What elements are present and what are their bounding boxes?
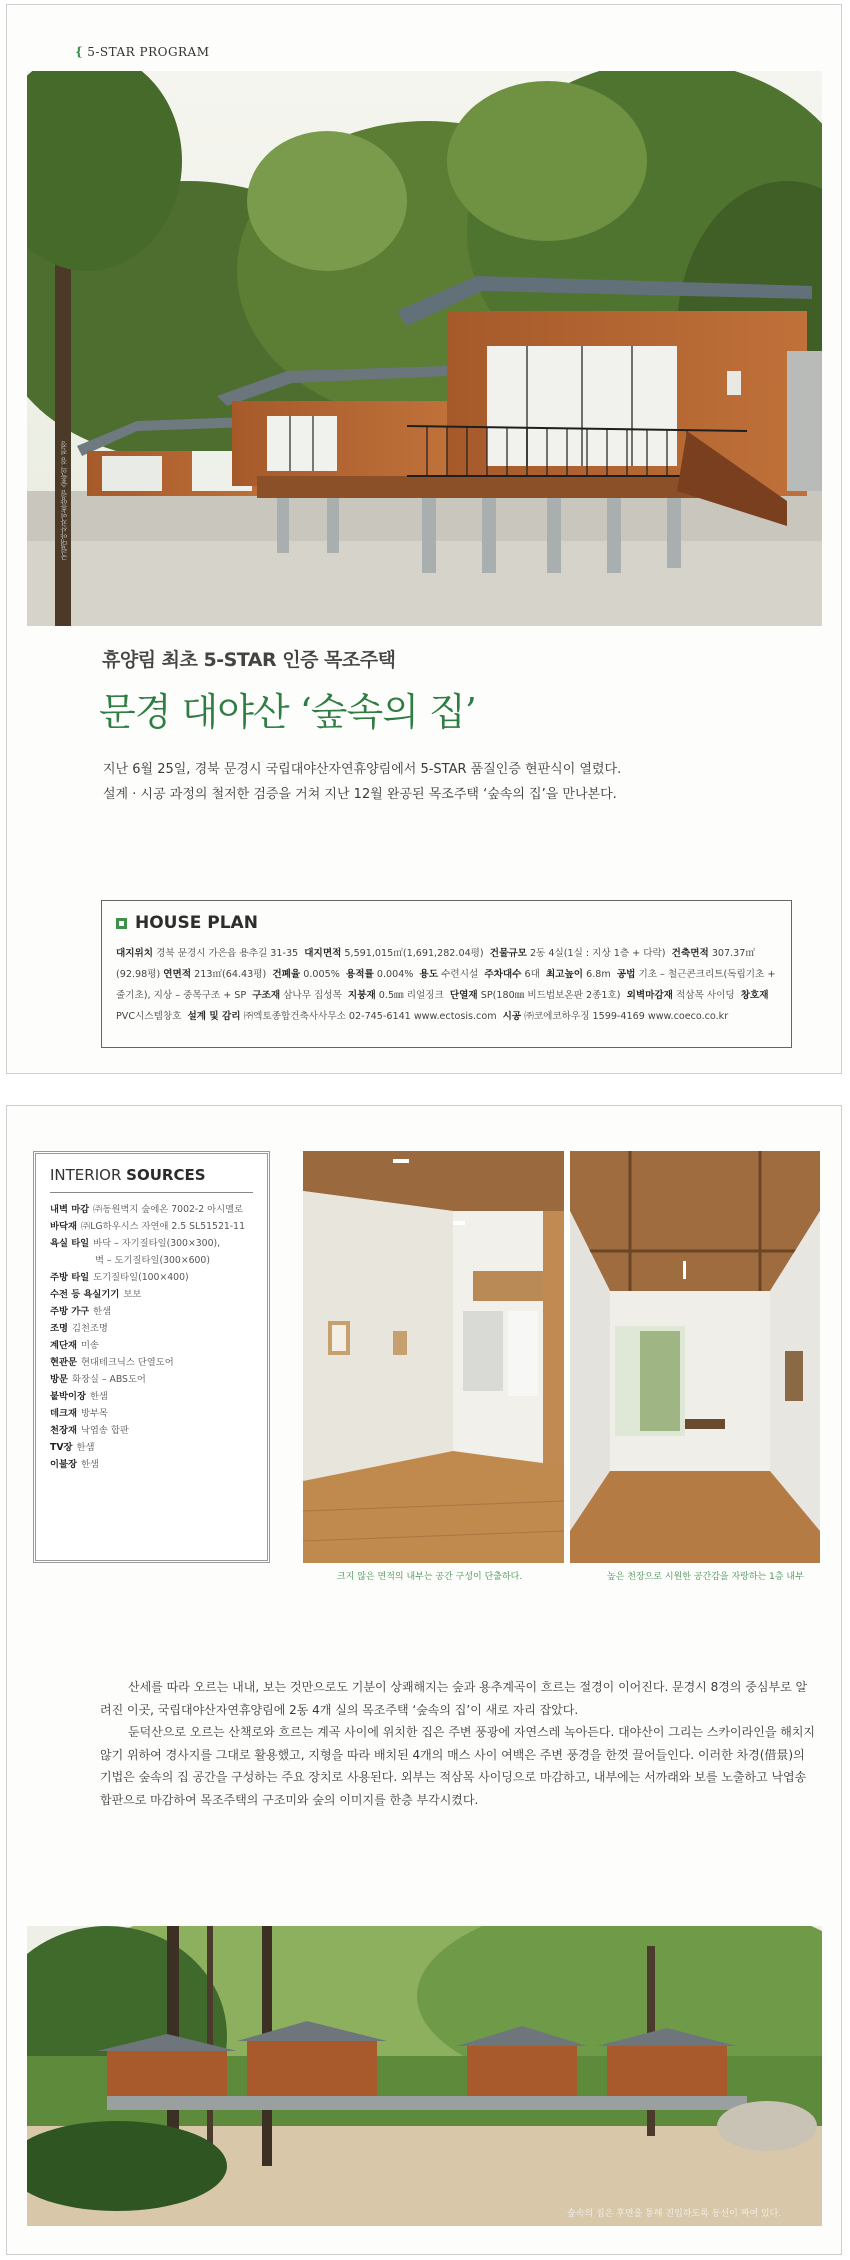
source-item (50, 1337, 253, 1354)
spec-key: 최고높이 (545, 969, 584, 980)
source-key: 주방 타일 (50, 1272, 90, 1283)
spec-key: 건축면적 (671, 948, 709, 959)
magazine-page-1 (6, 4, 842, 1074)
source-value: 도기질타일(100×400) (93, 1272, 189, 1283)
source-item (50, 1371, 253, 1388)
caption-bottom: 숲속의 집은 후면을 통해 진입하도록 동선이 짜여 있다. (567, 2209, 782, 2219)
square-bullet-icon (116, 918, 127, 929)
source-item (50, 1422, 253, 1439)
source-key: TV장 (50, 1442, 73, 1453)
source-item (50, 1354, 253, 1371)
source-value: 보보 (123, 1289, 142, 1300)
spec-value: 6.8m (586, 969, 611, 980)
source-item (50, 1405, 253, 1422)
spec-value: ㈜코에코하우징 1599-4169 www.coeco.co.kr (524, 1011, 729, 1022)
house-plan-specs (116, 943, 777, 1027)
spec-key: 건물규모 (489, 948, 527, 959)
spec-value: SP(180㎜ 비드법보온판 2종1호) (480, 990, 621, 1001)
source-key: 조명 (50, 1323, 68, 1334)
spec-key: 단열재 (449, 990, 478, 1001)
intro-text (103, 757, 803, 807)
source-key: 욕실 타일 (50, 1238, 90, 1249)
source-value: 한샘 (76, 1442, 95, 1453)
source-value: 화장실 – ABS도어 (71, 1374, 146, 1385)
source-value: 현대테크닉스 단열도어 (80, 1357, 174, 1368)
source-key: 현관문 (50, 1357, 77, 1368)
source-key: 주방 가구 (50, 1306, 90, 1317)
sources-title-b: SOURCES (126, 1166, 206, 1184)
spec-key: 구조재 (252, 990, 281, 1001)
interior-photo-kitchen (303, 1151, 564, 1563)
caption-right: 높은 천장으로 시원한 공간감을 자랑하는 1층 내부 (607, 1572, 804, 1582)
photo-credit: 국립대야산자연휴양림 숲속의 집 전경 (60, 441, 68, 560)
spec-key: 공법 (616, 969, 636, 980)
spec-value: 6대 (524, 969, 540, 980)
source-key: 수전 등 욕실기기 (50, 1289, 120, 1300)
spec-key: 대지위치 (116, 948, 154, 959)
source-item (50, 1269, 253, 1286)
intro-line: 지난 6월 25일, 경북 문경시 국립대야산자연휴양림에서 5-STAR 품질인증 현판식이 열렸다. (103, 762, 622, 777)
source-key: 이불장 (50, 1459, 77, 1470)
spec-value: 수련시설 (441, 969, 479, 980)
source-item (50, 1201, 253, 1218)
spec-value: 2동 4실(1실 : 지상 1층 + 다락) (529, 948, 666, 959)
divider (50, 1192, 253, 1193)
source-item (50, 1235, 253, 1252)
spec-key: 지붕재 (347, 990, 376, 1001)
spec-value: 기초 – 철근콘크리트(독립기초 + 줄기초), 지상 – 중목구조 + SP (116, 969, 776, 1001)
house-plan-heading (116, 913, 777, 933)
source-key: 천장재 (50, 1425, 77, 1436)
spec-key: 용적률 (345, 969, 374, 980)
source-key: 붙박이장 (50, 1391, 86, 1402)
landscape-photo (27, 1926, 822, 2226)
article-subtitle: 휴양림 최초 5-STAR 인증 목조주택 (102, 649, 396, 671)
house-plan-title: HOUSE PLAN (135, 913, 258, 933)
spec-key: 외벽마감재 (626, 990, 673, 1001)
source-value: 한샘 (89, 1391, 108, 1402)
spec-value: 307.37㎡(92.98평) (116, 948, 755, 980)
source-value: 김천조명 (71, 1323, 108, 1334)
source-value: 낙엽송 합판 (80, 1425, 129, 1436)
interior-sources-title (50, 1166, 253, 1184)
article-body (100, 1676, 818, 1811)
source-item (50, 1303, 253, 1320)
source-item (50, 1218, 253, 1235)
spec-key: 설계 및 감리 (187, 1011, 241, 1022)
intro-line: 설계 · 시공 과정의 철저한 검증을 거쳐 지난 12월 완공된 목조주택 ‘숲속의 집’을 만나본다. (103, 787, 617, 802)
spec-value: 삼나무 집성목 (283, 990, 342, 1001)
source-item (50, 1388, 253, 1405)
spec-key: 대지면적 (304, 948, 342, 959)
source-value: 한샘 (80, 1459, 99, 1470)
caption-left: 크지 않은 면적의 내부는 공간 구성이 단출하다. (337, 1572, 523, 1582)
house-plan-box (101, 900, 792, 1048)
exterior-photo (27, 71, 822, 626)
source-key: 계단재 (50, 1340, 77, 1351)
source-value: 방부목 (80, 1408, 108, 1419)
spec-value: 0.5㎜ 리얼징크 (378, 990, 444, 1001)
spec-value: ㈜엑토종합건축사사무소 02-745-6141 www.ectosis.com (243, 1011, 497, 1022)
spec-value: 0.004% (376, 969, 414, 980)
source-item (50, 1320, 253, 1337)
sources-title-a: INTERIOR (50, 1166, 122, 1184)
spec-value: 0.005% (303, 969, 340, 980)
source-item-continued (50, 1252, 253, 1269)
body-paragraph: 산세를 따라 오르는 내내, 보는 것만으로도 기분이 상쾌해지는 숲과 용추계곡이 흐르는 절경이 이어진다. 문경시 8경의 중심부로 알려진 이곳, 국립대야산자연휴양림에 2동 4개 실의 목조주택 ‘숲속의 집’이 새로 자리 잡았다. (100, 1680, 808, 1717)
spec-value: PVC시스템창호 (116, 1011, 182, 1022)
interior-photo-living (570, 1151, 820, 1563)
spec-value: 적삼목 사이딩 (676, 990, 735, 1001)
source-item (50, 1456, 253, 1473)
section-label-text: 5-STAR PROGRAM (87, 45, 210, 59)
source-item (50, 1286, 253, 1303)
spec-key: 창호재 (740, 990, 769, 1001)
source-key: 데크재 (50, 1408, 77, 1419)
spec-key: 용도 (419, 969, 439, 980)
article-title: 문경 대야산 ‘숲속의 집’ (99, 690, 476, 734)
source-key: 방문 (50, 1374, 68, 1385)
source-value: 바닥 – 자기질타일(300×300), (93, 1238, 221, 1249)
section-label (75, 45, 210, 59)
spec-key: 연면적 (163, 969, 192, 980)
source-item (50, 1439, 253, 1456)
spec-key: 건폐율 (272, 969, 301, 980)
source-value: ㈜동원벽지 숲에온 7002-2 아시멜로 (93, 1204, 244, 1215)
source-value: 벽 – 도기질타일(300×600) (95, 1255, 210, 1266)
section-brace-icon: { (75, 45, 84, 59)
spec-value: 213㎡(64.43평) (194, 969, 267, 980)
interior-sources-box (33, 1151, 270, 1563)
source-value: 미송 (80, 1340, 99, 1351)
spec-value: 5,591,015㎡(1,691,282.04평) (344, 948, 484, 959)
spec-key: 시공 (502, 1011, 522, 1022)
source-value: ㈜LG하우시스 자연애 2.5 SL51521-11 (80, 1221, 245, 1232)
source-key: 바닥재 (50, 1221, 77, 1232)
source-key: 내벽 마감 (50, 1204, 90, 1215)
magazine-page-2 (6, 1105, 842, 2255)
spec-value: 경북 문경시 가은읍 용추길 31-35 (156, 948, 299, 959)
body-paragraph: 둔덕산으로 오르는 산책로와 흐르는 계곡 사이에 위치한 집은 주변 풍광에 자연스레 녹아든다. 대야산이 그리는 스카이라인을 해치지 않기 위하여 경사지를 그대로 활용했고, 지형을 따라 배치된 4개의 매스 사이 여백은 주변 풍경을 한껏 끌어들인다. 이러한 차경(借景)의 기법은 숲속의 집 공간을 구성하는 주요 장치로 사용된다. 외부는 적삼목 사이딩으로 마감하고, 내부에는 서까래와 보를 노출하고 낙엽송 합판으로 마감하여 목조주택의 구조미와 숲의 이미지를 한층 부각시켰다. (100, 1725, 816, 1807)
source-value: 한샘 (93, 1306, 112, 1317)
spec-key: 주차대수 (484, 969, 522, 980)
